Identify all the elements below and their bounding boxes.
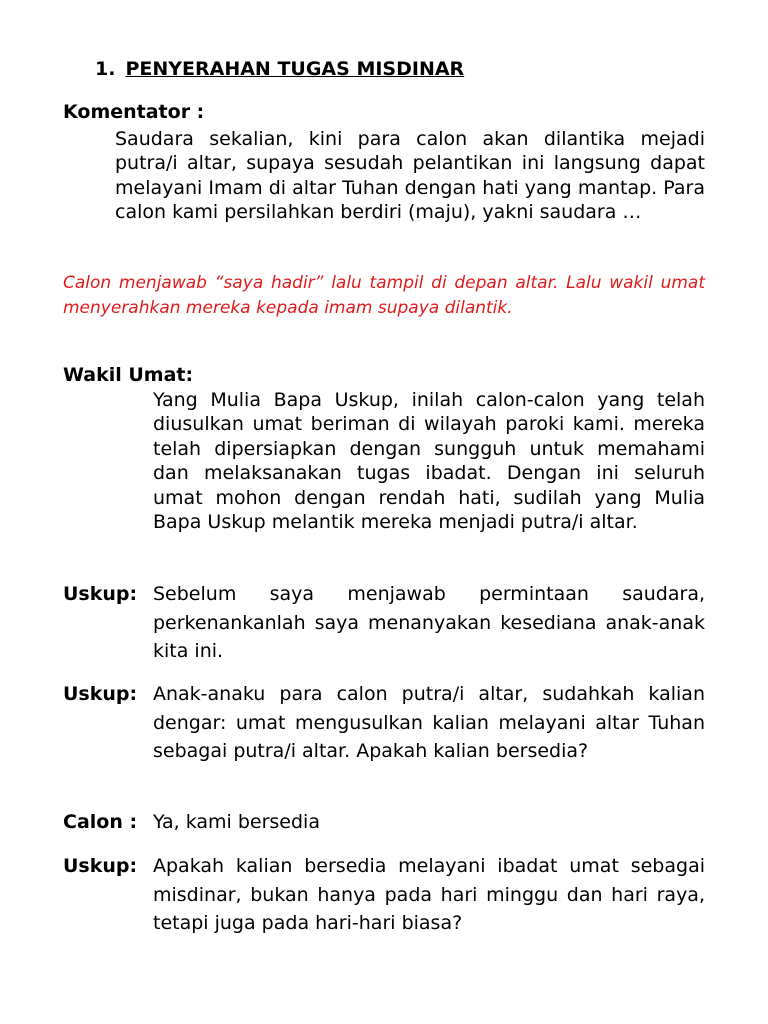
speaker-label: Uskup: — [63, 683, 138, 705]
section-number: 1. — [95, 58, 116, 80]
speaker-label: Calon : — [63, 811, 138, 833]
speaker-label: Uskup: — [63, 855, 138, 877]
komentator-label: Komentator : — [63, 101, 205, 123]
wakil-umat-label: Wakil Umat: — [63, 364, 194, 386]
komentator-text: Saudara sekalian, kini para calon akan dilantika mejadi putra/i altar, supaya sesudah pelantikan ini langsung dapat melayani Imam di altar Tuhan dengan hati yang mantap. Para calon kami persilahkan berdiri (maju), yakni saudara … — [115, 128, 705, 224]
speaker-text: Ya, kami bersedia — [153, 811, 320, 833]
speaker-text: Anak-anaku para calon putra/i altar, sudahkah kalian dengar: umat mengusulkan kalian melayani altar Tuhan sebagai putra/i altar. Apakah kalian bersedia? — [153, 683, 705, 762]
section-title: PENYERAHAN TUGAS MISDINAR — [125, 58, 465, 80]
speaker-label: Uskup: — [63, 583, 138, 605]
speaker-text: Apakah kalian bersedia melayani ibadat umat sebagai misdinar, bukan hanya pada hari minggu dan hari raya, tetapi juga pada hari-hari biasa? — [153, 855, 705, 934]
wakil-umat-text: Yang Mulia Bapa Uskup, inilah calon-calon yang telah diusulkan umat beriman di wilayah paroki kami. mereka telah dipersiapkan dengan sungguh untuk memahami dan melaksanakan tugas ibadat. Dengan ini seluruh umat mohon dengan rendah hati, sudilah yang Mulia Bapa Uskup melantik mereka menjadi putra/i altar. — [153, 389, 705, 534]
rubric-instruction: Calon menjawab “saya hadir” lalu tampil di depan altar. Lalu wakil umat menyerahkan mereka kepada imam supaya dilantik. — [63, 273, 705, 319]
section-heading — [95, 58, 464, 80]
speaker-text: Sebelum saya menjawab permintaan saudara, perkenankanlah saya menanyakan kesediana anak-anak kita ini. — [153, 583, 705, 662]
